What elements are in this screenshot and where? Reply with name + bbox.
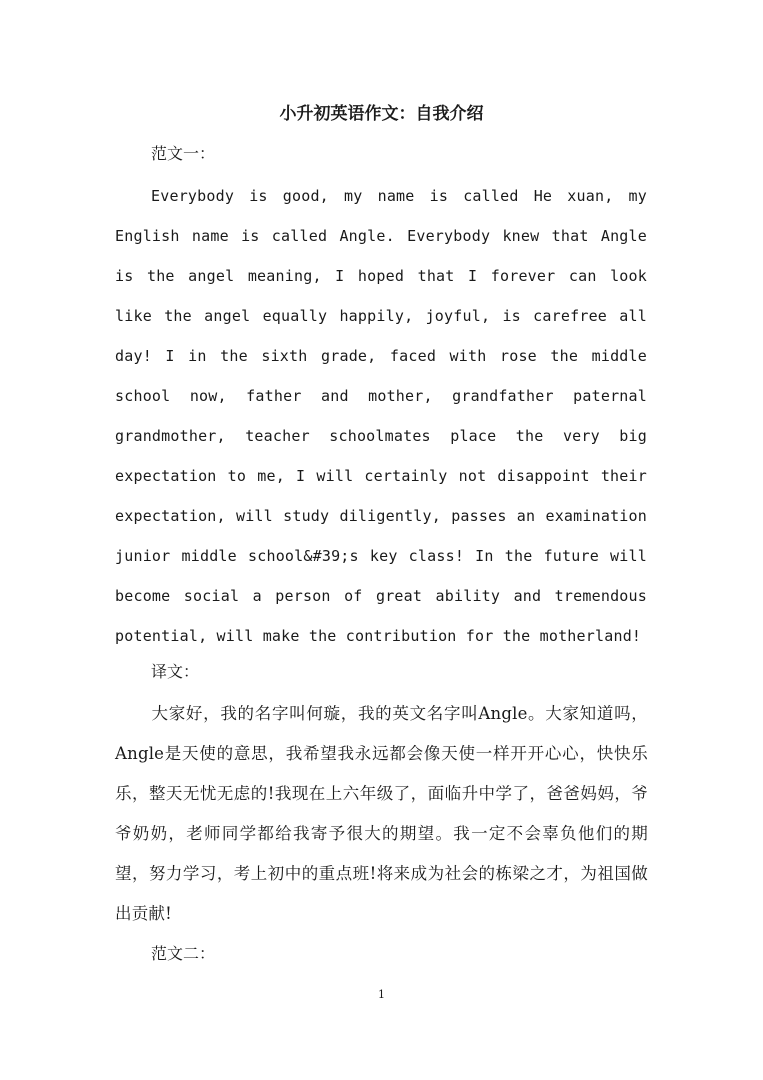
- sample-one-label: 范文一：: [151, 144, 216, 163]
- english-essay-paragraph: [115, 176, 647, 656]
- page-number: 1: [378, 988, 385, 1001]
- chinese-translation-paragraph: [115, 694, 648, 934]
- sample-two-label: 范文二：: [151, 944, 216, 963]
- translation-label: 译文：: [151, 662, 200, 681]
- page-title: 小升初英语作文：自我介绍: [279, 104, 484, 124]
- chinese-translation-text: 大家好，我的名字叫何璇，我的英文名字叫Angle。大家知道吗，Angle是天使的意思，我希望我永远都会像天使一样开开心心，快快乐乐，整天无忧无虑的!我现在上六年级了，面临升中学了，爸爸妈妈，爷爷奶奶，老师同学都给我寄予很大的期望。我一定不会辜负他们的期望，努力学习，考上初中的重点班!将来成为社会的栋梁之才，为祖国做出贡献!: [115, 704, 648, 923]
- english-essay-text: Everybody is good, my name is called He xuan, my English name is called Angle. Everybody knew that Angle is the angel meaning, I hoped that I forever can look like the angel equally happily, joyful, is carefree all day! I in the sixth grade, faced with rose the middle school now, father and mother, grandfather paternal grandmother, teacher schoolmates place the very big expectation to me, I will certainly not disappoint their expectation, will study diligently, passes an examination junior middle school&#39;s key class! In the future will become social a person of great ability and tremendous potential, will make the contribution for the motherland!: [115, 187, 647, 645]
